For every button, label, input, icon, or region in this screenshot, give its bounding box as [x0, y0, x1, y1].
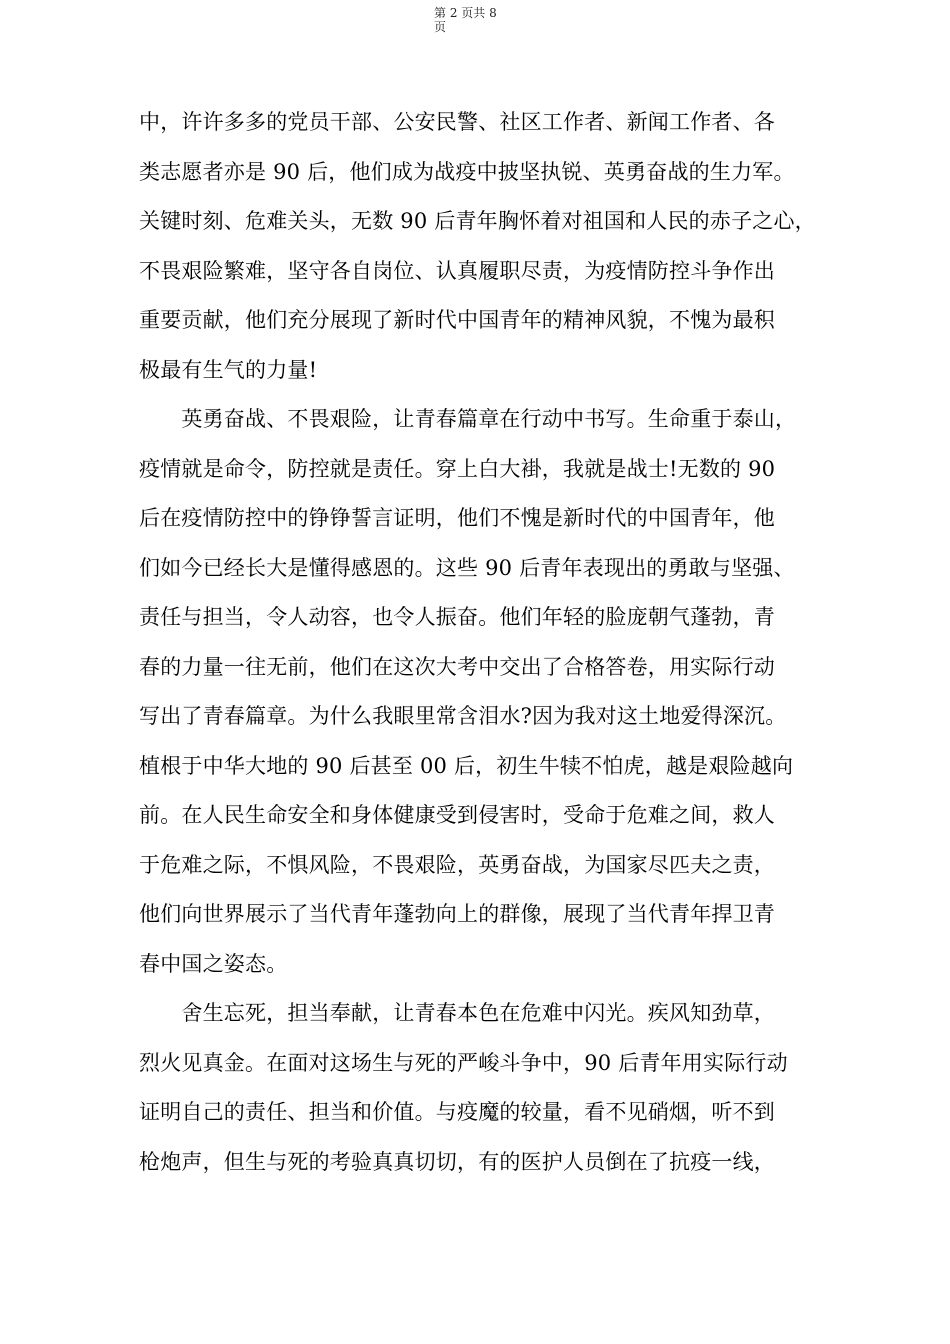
- text-line: 后在疫情防控中的铮铮誓言证明，他们不愧是新时代的中国青年，他: [139, 506, 775, 530]
- text-line: 枪炮声，但生与死的考验真真切切，有的医护人员倒在了抗疫一线，: [139, 1149, 775, 1174]
- text-line: 中，许许多多的党员干部、公安民警、社区工作者、新闻工作者、各: [139, 110, 775, 134]
- text-line: 于危难之际，不惧风险，不畏艰险，英勇奋战，为国家尽匹夫之责，: [139, 852, 775, 877]
- text-line: 写出了青春篇章。为什么我眼里常含泪水?因为我对这土地爱得深沉。: [139, 704, 787, 728]
- text-line: 前。在人民生命安全和身体健康受到侵害时，受命于危难之间，救人: [139, 803, 775, 827]
- text-line: 重要贡献，他们充分展现了新时代中国青年的精神风貌，不愧为最积: [139, 308, 775, 332]
- text-line: 英勇奋战、不畏艰险，让青春篇章在行动中书写。生命重于泰山，: [139, 407, 797, 431]
- text-line: 责任与担当，令人动容，也令人振奋。他们年轻的脸庞朝气蓬勃，青: [139, 605, 775, 629]
- text-line: 舍生忘死，担当奉献，让青春本色在危难中闪光。疾风知劲草，: [139, 1001, 775, 1025]
- text-line: 证明自己的责任、担当和价值。与疫魔的较量，看不见硝烟，听不到: [139, 1100, 775, 1124]
- text-line: 极最有生气的力量!: [139, 357, 318, 382]
- text-line: 植根于中华大地的 90 后甚至 00 后，初生牛犊不怕虎，越是艰险越向: [139, 753, 794, 778]
- page-indicator: [434, 6, 514, 34]
- text-line: 关键时刻、危难关头，无数 90 后青年胸怀着对祖国和人民的赤子之心，: [139, 209, 816, 233]
- text-line: 不畏艰险繁难，坚守各自岗位、认真履职尽责，为疫情防控斗争作出: [139, 258, 775, 283]
- text-line: 们如今已经长大是懂得感恩的。这些 90 后青年表现出的勇敢与坚强、: [139, 555, 795, 580]
- page-indicator-line-2: 页: [434, 20, 447, 34]
- text-line: 疫情就是命令，防控就是责任。穿上白大褂，我就是战士!无数的 90: [139, 456, 776, 481]
- text-line: 烈火见真金。在面对这场生与死的严峻斗争中，90 后青年用实际行动: [139, 1050, 788, 1075]
- text-line: 春中国之姿态。: [139, 951, 288, 976]
- page-indicator-line-1: 第 2 页共 8: [434, 6, 497, 20]
- text-line: 他们向世界展示了当代青年蓬勃向上的群像，展现了当代青年捍卫青: [139, 902, 775, 926]
- document-body: [139, 98, 839, 1187]
- text-line: 春的力量一往无前，他们在这次大考中交出了合格答卷，用实际行动: [139, 654, 775, 679]
- text-line: 类志愿者亦是 90 后，他们成为战疫中披坚执锐、英勇奋战的生力军。: [139, 159, 795, 184]
